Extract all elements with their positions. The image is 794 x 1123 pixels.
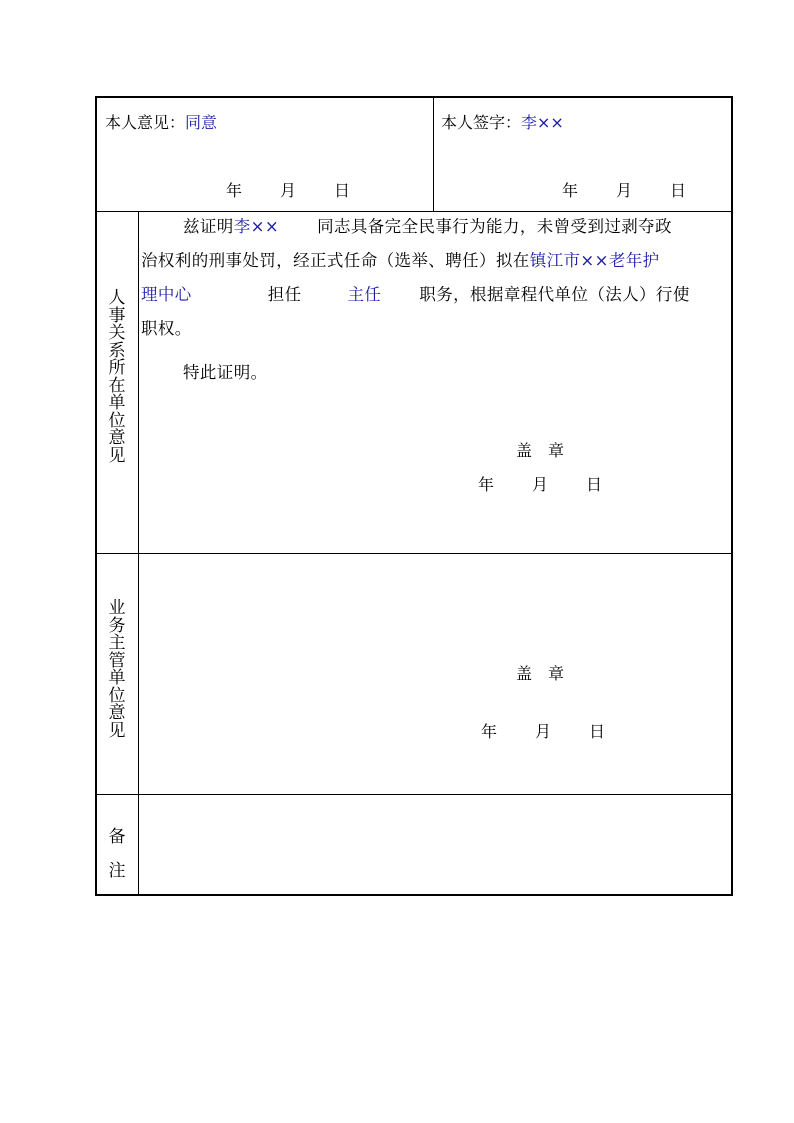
signature-date <box>562 178 686 201</box>
personal-opinion-label: 本人意见： <box>105 113 186 132</box>
certification-line-2: 治权利的刑事处罚，经正式任命（选举、聘任）拟在镇江市××老年护 <box>141 251 660 270</box>
supervisor-seal-label: 盖 章 <box>516 664 565 683</box>
date-month: 月 <box>535 722 552 741</box>
row-divider <box>97 553 731 554</box>
certification-line-1: 兹证明李×× 同志具备完全民事行为能力，未曾受到过剥夺政 <box>183 217 672 236</box>
date-month: 月 <box>532 475 549 494</box>
signature-label: 本人签字： <box>441 113 522 132</box>
certification-line-3: 理中心 担任 主任 职务，根据章程代单位（法人）行使 <box>141 285 690 304</box>
date-day: 日 <box>586 475 603 494</box>
certification-closing: 特此证明。 <box>183 363 268 382</box>
personal-opinion-value: 同意 <box>185 113 218 132</box>
date-day: 日 <box>589 722 606 741</box>
personnel-date <box>478 472 602 495</box>
date-year: 年 <box>226 181 243 200</box>
column-divider <box>433 98 434 211</box>
row-divider <box>97 794 731 795</box>
date-month: 月 <box>280 181 297 200</box>
date-year: 年 <box>562 181 579 200</box>
personal-opinion-date <box>226 178 350 201</box>
remarks-label: 备注 <box>108 827 126 881</box>
certification-line-4: 职权。 <box>141 319 192 338</box>
date-month: 月 <box>616 181 633 200</box>
date-day: 日 <box>670 181 687 200</box>
appointee-name: 李×× <box>233 217 280 236</box>
date-year: 年 <box>478 475 495 494</box>
organization-name-part1: 镇江市××老年护 <box>529 251 660 270</box>
supervisor-unit-label: 业务主管单位意见 <box>108 598 126 741</box>
signature-field <box>441 110 564 133</box>
personnel-seal-label: 盖 章 <box>516 441 565 460</box>
supervisor-date <box>481 719 605 742</box>
date-year: 年 <box>481 722 498 741</box>
organization-name-part2: 理中心 <box>141 285 192 304</box>
signature-value: 李×× <box>521 113 564 132</box>
appointment-form <box>95 96 733 896</box>
certification-text <box>141 210 733 390</box>
label-column-divider <box>138 211 139 894</box>
personal-opinion-field <box>105 110 217 133</box>
date-day: 日 <box>334 181 351 200</box>
personnel-unit-label: 人事关系所在单位意见 <box>108 288 126 466</box>
position-name: 主任 <box>347 285 382 304</box>
